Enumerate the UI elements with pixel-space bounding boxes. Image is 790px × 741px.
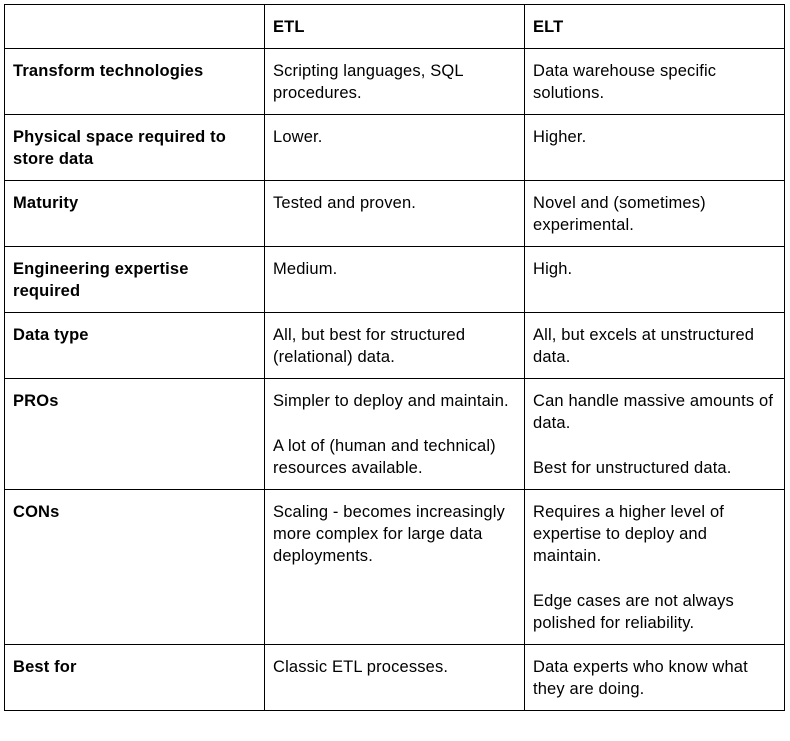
cell-text: Scripting languages, SQL procedures. — [273, 62, 464, 102]
etl-cell — [265, 490, 525, 645]
row-label: Transform technologies — [5, 49, 265, 115]
row-label: Data type — [5, 313, 265, 379]
table-row — [5, 181, 785, 247]
row-label: Engineering expertise required — [5, 247, 265, 313]
cell-text: A lot of (human and technical) resources available. — [273, 437, 496, 477]
header-row — [5, 5, 785, 49]
cell-text: Novel and (sometimes) experimental. — [533, 194, 706, 234]
row-label: CONs — [5, 490, 265, 645]
cell-text: Can handle massive amounts of data. — [533, 392, 774, 432]
etl-cell — [265, 181, 525, 247]
cell-text: Simpler to deploy and maintain. — [273, 392, 509, 410]
elt-cell — [525, 313, 785, 379]
elt-cell — [525, 490, 785, 645]
cell-text: Higher. — [533, 128, 587, 146]
cell-text: Tested and proven. — [273, 194, 417, 212]
header-blank-cell — [5, 5, 265, 49]
cell-text: Edge cases are not always polished for reliability. — [533, 592, 734, 632]
cell-text: Best for unstructured data. — [533, 459, 732, 477]
etl-cell — [265, 49, 525, 115]
cell-text: All, but best for structured (relational) data. — [273, 326, 466, 366]
header-etl: ETL — [265, 5, 525, 49]
cell-text: High. — [533, 260, 573, 278]
elt-cell — [525, 645, 785, 711]
cell-text: Data warehouse specific solutions. — [533, 62, 717, 102]
etl-cell — [265, 115, 525, 181]
elt-cell — [525, 115, 785, 181]
header-elt: ELT — [525, 5, 785, 49]
cell-text: Medium. — [273, 260, 338, 278]
table-row — [5, 115, 785, 181]
etl-cell — [265, 379, 525, 490]
cell-text: Scaling - becomes increasingly more complex for large data deployments. — [273, 503, 505, 565]
cell-text: Classic ETL processes. — [273, 658, 449, 676]
row-label: Best for — [5, 645, 265, 711]
table-row — [5, 379, 785, 490]
row-label: PROs — [5, 379, 265, 490]
table-row — [5, 490, 785, 645]
table-row — [5, 247, 785, 313]
table-row — [5, 645, 785, 711]
elt-cell — [525, 247, 785, 313]
table-row — [5, 313, 785, 379]
etl-cell — [265, 313, 525, 379]
cell-text: Requires a higher level of expertise to deploy and maintain. — [533, 503, 725, 565]
row-label: Physical space required to store data — [5, 115, 265, 181]
etl-cell — [265, 645, 525, 711]
row-label: Maturity — [5, 181, 265, 247]
table-row — [5, 49, 785, 115]
elt-cell — [525, 181, 785, 247]
cell-text: Data experts who know what they are doing. — [533, 658, 748, 698]
cell-text: Lower. — [273, 128, 323, 146]
comparison-table — [4, 4, 785, 711]
elt-cell — [525, 379, 785, 490]
etl-cell — [265, 247, 525, 313]
cell-text: All, but excels at unstructured data. — [533, 326, 755, 366]
elt-cell — [525, 49, 785, 115]
